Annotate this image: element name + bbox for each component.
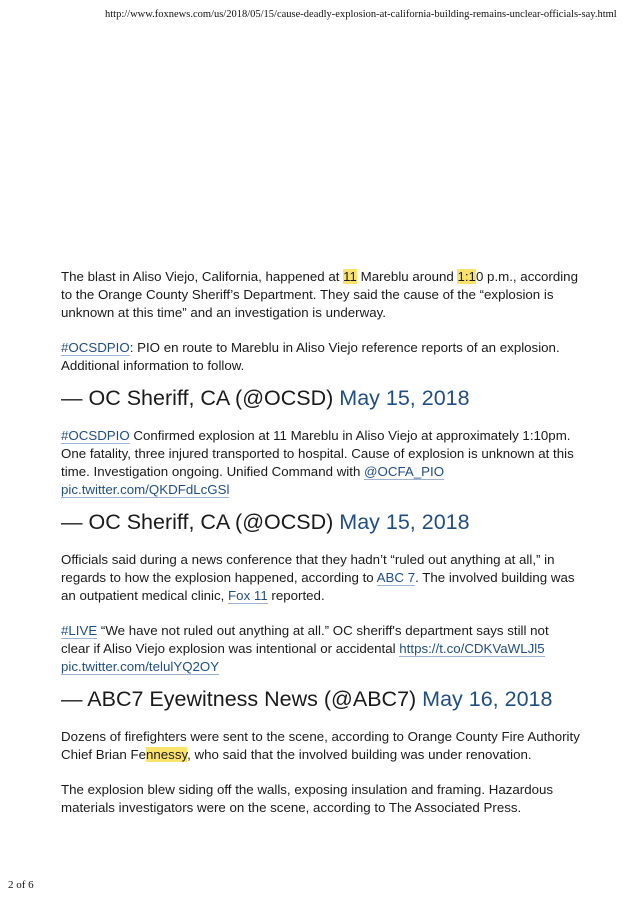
tweet-author: — OC Sheriff, CA (@OCSD) <box>61 510 340 534</box>
text: “We have not ruled out anything at all.” OC sheriff's department says still not clear if Aliso Viejo explosion was intentional or accidental <box>61 623 549 656</box>
text: Officials said during a news conference that they hadn’t “ruled out anything at all,” in regards to how the explosion happened, according to <box>61 552 555 585</box>
tweet-date-link[interactable]: May 15, 2018 <box>339 386 470 410</box>
tweet-3-attribution <box>61 686 581 712</box>
tweet-author: — OC Sheriff, CA (@OCSD) <box>61 386 340 410</box>
pic-twitter-link[interactable]: pic.twitter.com/telulYQ2OY <box>61 659 220 674</box>
paragraph-blast <box>61 268 581 322</box>
tweet-2-text <box>61 427 581 499</box>
tweet-1-text <box>61 339 581 375</box>
paragraph-siding: The explosion blew siding off the walls, exposing insulation and framing. Hazardous materials investigators were on the scene, according to The Associated Press. <box>61 782 554 815</box>
tweet-3-text <box>61 622 581 676</box>
hashtag-ocsdpio-link[interactable]: #OCSDPIO <box>61 428 130 443</box>
paragraph-officials <box>61 551 581 605</box>
text: Dozens of firefighters were sent to the scene, according to Orange County Fire Authority Chief Brian Fe <box>61 729 580 762</box>
hashtag-ocsdpio-link[interactable]: #OCSDPIO <box>61 340 130 355</box>
tweet-date-link[interactable]: May 15, 2018 <box>339 510 470 534</box>
tweet-1-attribution <box>61 385 581 411</box>
text: , who said that the involved building was under renovation. <box>187 747 532 762</box>
abc7-link[interactable]: ABC 7 <box>376 570 416 585</box>
mention-ocfa-pio-link[interactable]: @OCFA_PIO <box>364 464 445 479</box>
highlight-time: 1:1 <box>457 269 476 284</box>
paragraph-firefighters <box>61 728 581 764</box>
tweet-author: — ABC7 Eyewitness News (@ABC7) <box>61 687 423 711</box>
hashtag-live-link[interactable]: #LIVE <box>61 623 98 638</box>
tweet-date-link[interactable]: May 16, 2018 <box>422 687 553 711</box>
pic-twitter-link[interactable]: pic.twitter.com/QKDFdLcGSl <box>61 482 230 497</box>
text: The blast in Aliso Viejo, California, happened at <box>61 269 344 284</box>
text: Mareblu around <box>356 269 458 284</box>
page-number: 2 of 6 <box>8 879 34 891</box>
highlight-11: 11 <box>343 269 357 284</box>
text: : PIO en route to Mareblu in Aliso Viejo reference reports of an explosion. Additional information to follow. <box>61 340 560 373</box>
text: reported. <box>267 588 325 603</box>
tweet-2-attribution <box>61 509 581 535</box>
text: Confirmed explosion at 11 Mareblu in Aliso Viejo at approximately 1:10pm. One fatality, three injured transported to hospital. Cause of explosion is unknown at this time. Investigation ongoing. Unified Command with <box>61 428 574 479</box>
text: 0 p.m., according to the Orange County Sheriff’s Department. They said the cause of the “explosion is unknown at this time” and an investigation is underway. <box>61 269 578 320</box>
article-body <box>61 268 581 817</box>
highlight-name: nnessy <box>146 747 188 762</box>
page-url-header: http://www.foxnews.com/us/2018/05/15/cause-deadly-explosion-at-california-building-remains-unclear-officials-say.html <box>105 9 617 20</box>
fox11-link[interactable]: Fox 11 <box>228 588 268 603</box>
text: . The involved building was an outpatient medical clinic, <box>61 570 575 603</box>
tco-link[interactable]: https://t.co/CDKVaWLJl5 <box>399 641 545 656</box>
